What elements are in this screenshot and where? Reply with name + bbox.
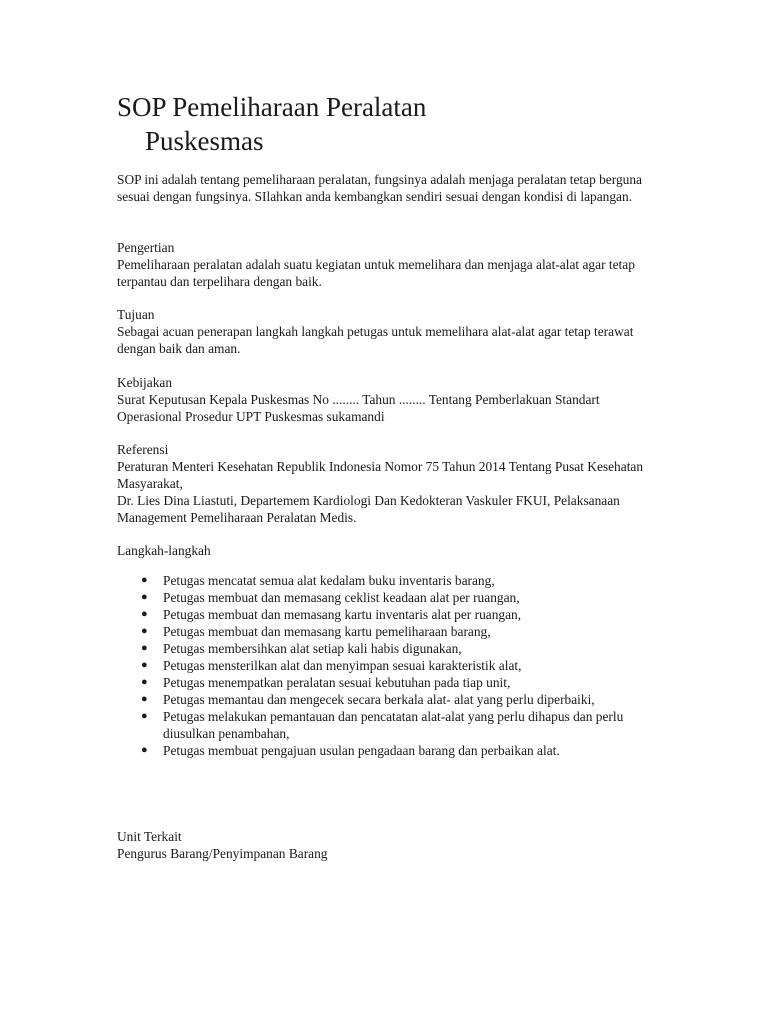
section-heading: Langkah-langkah bbox=[117, 543, 211, 558]
section-tujuan bbox=[117, 306, 657, 357]
list-item bbox=[117, 708, 633, 742]
list-item-text: Petugas melakukan pemantauan dan pencatatan alat-alat yang perlu dihapus dan perlu diusulkan penambahan, bbox=[163, 709, 624, 741]
bullet-icon: ● bbox=[141, 625, 148, 637]
list-item-text: Petugas menempatkan peralatan sesuai kebutuhan pada tiap unit, bbox=[163, 675, 511, 690]
list-item bbox=[117, 742, 633, 759]
list-item bbox=[117, 674, 633, 691]
section-heading: Kebijakan bbox=[117, 375, 173, 390]
reference-item: Dr. Lies Dina Liastuti, Departemem Kardiologi Dan Kedokteran Vaskuler FKUI, Pelaksanaan Management Pemeliharaan Peralatan Medis. bbox=[117, 493, 620, 525]
section-heading: Referensi bbox=[117, 442, 169, 457]
section-heading: Pengertian bbox=[117, 240, 175, 255]
intro-paragraph bbox=[117, 171, 657, 205]
bullet-icon: ● bbox=[141, 642, 148, 654]
reference-item: Peraturan Menteri Kesehatan Republik Indonesia Nomor 75 Tahun 2014 Tentang Pusat Kesehatan Masyarakat, bbox=[117, 459, 644, 491]
list-item bbox=[117, 640, 633, 657]
document-title bbox=[117, 90, 637, 158]
list-item-text: Petugas membuat dan memasang kartu inventaris alat per ruangan, bbox=[163, 607, 522, 622]
bullet-icon: ● bbox=[141, 676, 148, 688]
section-kebijakan bbox=[117, 374, 657, 425]
section-heading: Tujuan bbox=[117, 307, 155, 322]
bullet-icon: ● bbox=[141, 591, 148, 603]
steps-list bbox=[117, 572, 657, 759]
bullet-icon: ● bbox=[141, 574, 148, 586]
list-item bbox=[117, 572, 633, 589]
list-item bbox=[117, 589, 633, 606]
title-line-2: Puskesmas bbox=[145, 126, 264, 156]
section-unit-terkait bbox=[117, 828, 657, 862]
section-body: Pemeliharaan peralatan adalah suatu kegiatan untuk memelihara dan menjaga alat-alat agar tetap terpantau dan terpelihara dengan baik. bbox=[117, 257, 635, 289]
section-heading: Unit Terkait bbox=[117, 829, 182, 844]
bullet-icon: ● bbox=[141, 693, 148, 705]
list-item-text: Petugas membuat dan memasang kartu pemeliharaan barang, bbox=[163, 624, 491, 639]
list-item-text: Petugas mensterilkan alat dan menyimpan sesuai karakteristik alat, bbox=[163, 658, 522, 673]
bullet-icon: ● bbox=[141, 659, 148, 671]
section-body: Sebagai acuan penerapan langkah langkah petugas untuk memelihara alat-alat agar tetap terawat dengan baik dan aman. bbox=[117, 324, 634, 356]
list-item-text: Petugas membersihkan alat setiap kali habis digunakan, bbox=[163, 641, 462, 656]
list-item bbox=[117, 657, 633, 674]
list-item-text: Petugas mencatat semua alat kedalam buku inventaris barang, bbox=[163, 573, 495, 588]
bullet-icon: ● bbox=[141, 744, 148, 756]
list-item-text: Petugas membuat dan memasang ceklist keadaan alat per ruangan, bbox=[163, 590, 520, 605]
bullet-icon: ● bbox=[141, 608, 148, 620]
section-body: Pengurus Barang/Penyimpanan Barang bbox=[117, 846, 328, 861]
section-pengertian bbox=[117, 239, 657, 290]
section-body: Surat Keputusan Kepala Puskesmas No ........ Tahun ........ Tentang Pemberlakuan Standart Operasional Prosedur UPT Puskesmas sukamandi bbox=[117, 392, 600, 424]
list-item bbox=[117, 623, 633, 640]
title-line-1: SOP Pemeliharaan Peralatan bbox=[117, 92, 427, 122]
intro-text: SOP ini adalah tentang pemeliharaan peralatan, fungsinya adalah menjaga peralatan tetap berguna sesuai dengan fungsinya. SIlahkan anda kembangkan sendiri sesuai dengan kondisi di lapangan. bbox=[117, 172, 642, 204]
bullet-icon: ● bbox=[141, 710, 148, 722]
section-langkah bbox=[117, 542, 657, 559]
list-item-text: Petugas memantau dan mengecek secara berkala alat- alat yang perlu diperbaiki, bbox=[163, 692, 595, 707]
list-item bbox=[117, 606, 633, 623]
list-item-text: Petugas membuat pengajuan usulan pengadaan barang dan perbaikan alat. bbox=[163, 743, 560, 758]
list-item bbox=[117, 691, 633, 708]
section-referensi bbox=[117, 441, 657, 526]
